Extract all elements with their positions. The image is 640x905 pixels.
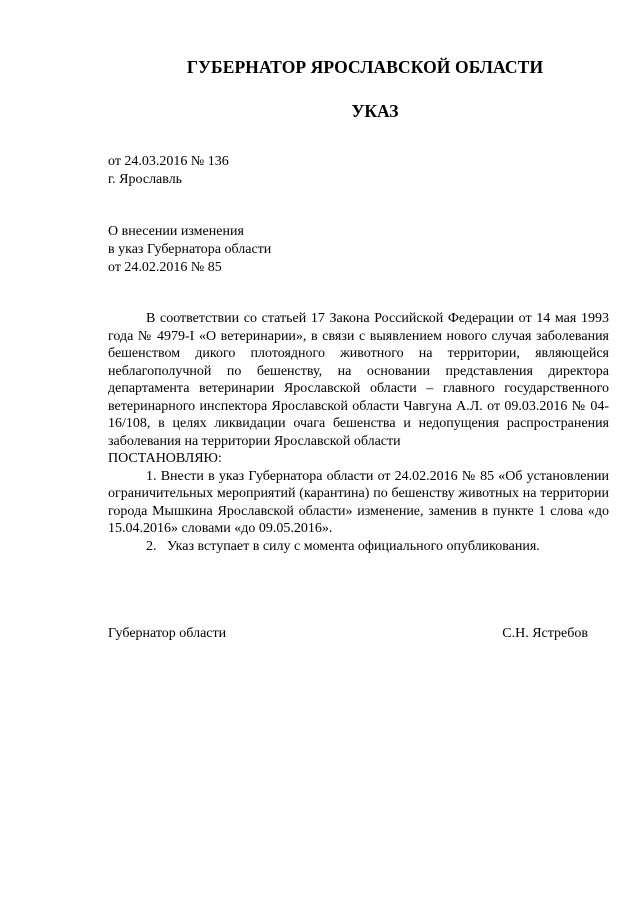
document-type-heading: УКАЗ	[351, 101, 399, 121]
item-1-number: 1.	[146, 468, 157, 484]
item-1	[108, 468, 609, 538]
preamble-paragraph: В соответствии со статьей 17 Закона Российской Федерации от 14 мая 1993 года № 4979-I «О ветеринарии», в связи с выявлением нового случая заболевания бешенством дикого плотоядного животного на территории, являющейся неблагополучной по бешенству, на основании представления директора департамента ветеринарии Ярославской области – главного государственного ветеринарного инспектора Ярославской области Чавгуна А.Л. от 09.03.2016 № 04-16/108, в целях ликвидации очага бешенства и недопущения распространения заболевания на территории Ярославской области	[108, 311, 609, 449]
city: г. Ярославль	[108, 172, 183, 187]
signatory-position: Губернатор области	[108, 626, 227, 641]
signature-block	[108, 626, 588, 642]
subject-line-1: О внесении изменения	[108, 224, 244, 239]
resolve-word: ПОСТАНОВЛЯЮ:	[108, 451, 222, 466]
item-2	[108, 538, 609, 556]
item-2-text: Указ вступает в силу с момента официального опубликования.	[167, 538, 540, 554]
document-subject	[108, 223, 271, 277]
item-1-text: Внести в указ Губернатора области от 24.02.2016 № 85 «Об установлении ограничительных мероприятий (карантина) по бешенству животных на территории города Мышкина Ярославской области» изменение, заменив в пункте 1 слова «до 15.04.2016» словами «до 09.05.2016».	[108, 468, 609, 536]
date-number: от 24.03.2016 № 136	[108, 154, 229, 169]
document-body	[108, 310, 609, 555]
item-2-number: 2.	[146, 538, 157, 554]
subject-line-3: от 24.02.2016 № 85	[108, 260, 222, 275]
document-meta	[108, 153, 229, 189]
subject-line-2: в указ Губернатора области	[108, 242, 272, 257]
signatory-name: С.Н. Ястребов	[502, 626, 588, 641]
authority-heading: ГУБЕРНАТОР ЯРОСЛАВСКОЙ ОБЛАСТИ	[186, 57, 544, 77]
